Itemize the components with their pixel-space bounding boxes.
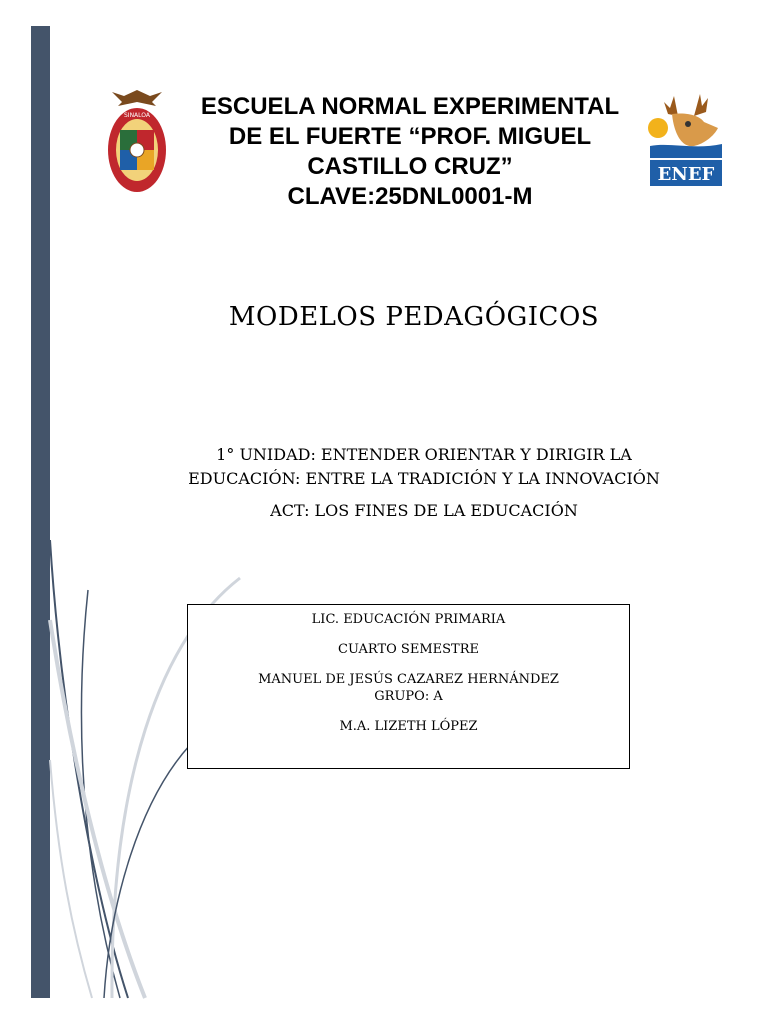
unit-title-line: 1° UNIDAD: ENTENDER ORIENTAR Y DIRIGIR LA bbox=[216, 445, 632, 464]
semester: CUARTO SEMESTRE bbox=[338, 642, 479, 657]
school-key: CLAVE:25DNL0001-M bbox=[287, 183, 533, 210]
decor-curve bbox=[50, 540, 128, 998]
degree-program: LIC. EDUCACIÓN PRIMARIA bbox=[311, 612, 506, 627]
unit-title-line: EDUCACIÓN: ENTRE LA TRADICIÓN Y LA INNOVACIÓN bbox=[188, 469, 660, 488]
school-name-line: ESCUELA NORMAL EXPERIMENTAL bbox=[200, 93, 620, 120]
crest-text: SINALOA bbox=[123, 112, 151, 119]
state-coat-of-arms-icon bbox=[104, 86, 170, 204]
enef-text: ENEF bbox=[657, 164, 715, 185]
course-title: MODELOS PEDAGÓGICOS bbox=[228, 302, 600, 332]
activity-title: ACT: LOS FINES DE LA EDUCACIÓN bbox=[270, 501, 578, 520]
student-info-box bbox=[187, 604, 630, 769]
decor-curve bbox=[50, 620, 145, 998]
unit-title bbox=[100, 443, 748, 491]
student-name: MANUEL DE JESÚS CAZAREZ HERNÁNDEZ bbox=[258, 672, 559, 687]
school-name-header bbox=[180, 92, 640, 212]
school-name-line: DE EL FUERTE “PROF. MIGUEL bbox=[228, 123, 592, 150]
enef-deer-logo-icon bbox=[644, 88, 726, 190]
group-label: GRUPO: A bbox=[374, 689, 443, 704]
teacher-name: M.A. LIZETH LÓPEZ bbox=[339, 719, 478, 734]
school-name-line: CASTILLO CRUZ” bbox=[307, 153, 513, 180]
